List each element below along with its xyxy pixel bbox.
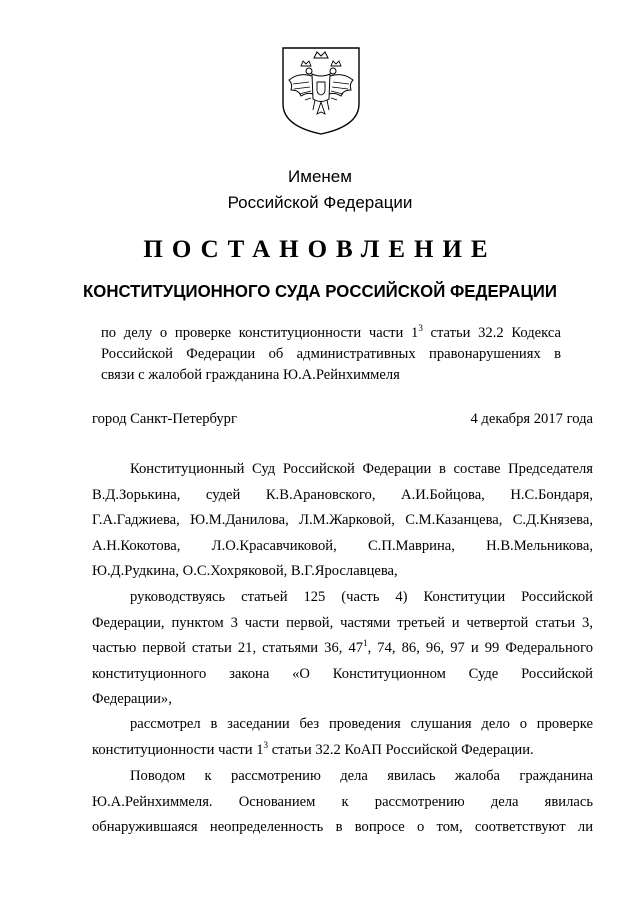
paragraph-reason <box>92 764 593 841</box>
text-line: частью первой статьи 21, статьями 36, $47^1$, 74, 86, 96, 97 и 99 Федерального <box>92 638 593 656</box>
text-line: Конституционный Суд Российской Федерации в составе Председателя <box>130 461 593 477</box>
paragraph-considered <box>92 712 593 763</box>
text-line: конституционности части $1^3$ статьи 32.2 КоАП Российской Федерации. <box>92 739 534 758</box>
case-description <box>101 323 561 386</box>
text-line: руководствуясь статьей 125 (часть 4) Конституции Российской <box>130 589 593 605</box>
paragraph-composition <box>92 457 593 585</box>
text-line: конституционного закона «О Конституционном Суде Российской <box>92 665 593 682</box>
header-line-2: Российской Федерации <box>227 193 413 212</box>
text-line: Ю.Д.Рудкина, О.С.Хохряковой, В.Г.Ярославцева, <box>92 563 398 579</box>
text-line: Федерации», <box>92 691 172 707</box>
header-line-1: Именем <box>288 167 352 186</box>
case-line-3: связи с жалобой гражданина Ю.А.Рейнхиммеля <box>101 367 400 383</box>
case-line-2: Российской Федерации об административных правонарушениях в <box>101 346 561 362</box>
text-line: Поводом к рассмотрению дела явилась жалоба гражданина <box>130 768 593 784</box>
date: 4 декабря 2017 года <box>470 411 593 427</box>
city: город Санкт-Петербург <box>92 411 237 427</box>
text-line: В.Д.Зорькина, судей К.В.Арановского, А.И.Бойцова, Н.С.Бондаря, <box>92 486 593 503</box>
case-line-1: по делу о проверке конституционности части $1^3$ статьи 32.2 Кодекса <box>101 323 561 341</box>
text-line: Федерации, пунктом 3 части первой, частями третьей и четвертой статьи 3, <box>92 614 593 631</box>
document-subtitle: КОНСТИТУЦИОННОГО СУДА РОССИЙСКОЙ ФЕДЕРАЦИИ <box>83 281 557 301</box>
text-line: Г.А.Гаджиева, Ю.М.Данилова, Л.М.Жарковой, С.М.Казанцева, С.Д.Князева, <box>92 512 593 528</box>
paragraph-guided-by <box>92 585 593 713</box>
text-line: Ю.А.Рейнхиммеля. Основанием к рассмотрению дела явилась <box>92 793 593 810</box>
text-line: рассмотрел в заседании без проведения слушания дело о проверке <box>130 716 593 732</box>
document-title: ПОСТАНОВЛЕНИЕ <box>143 236 497 263</box>
text-line: обнаружившаяся неопределенность в вопросе о том, соответствуют ли <box>92 819 593 835</box>
text-line: А.Н.Кокотова, Л.О.Красавчиковой, С.П.Маврина, Н.В.Мельникова, <box>92 537 593 554</box>
coat-of-arms-emblem <box>279 44 363 136</box>
